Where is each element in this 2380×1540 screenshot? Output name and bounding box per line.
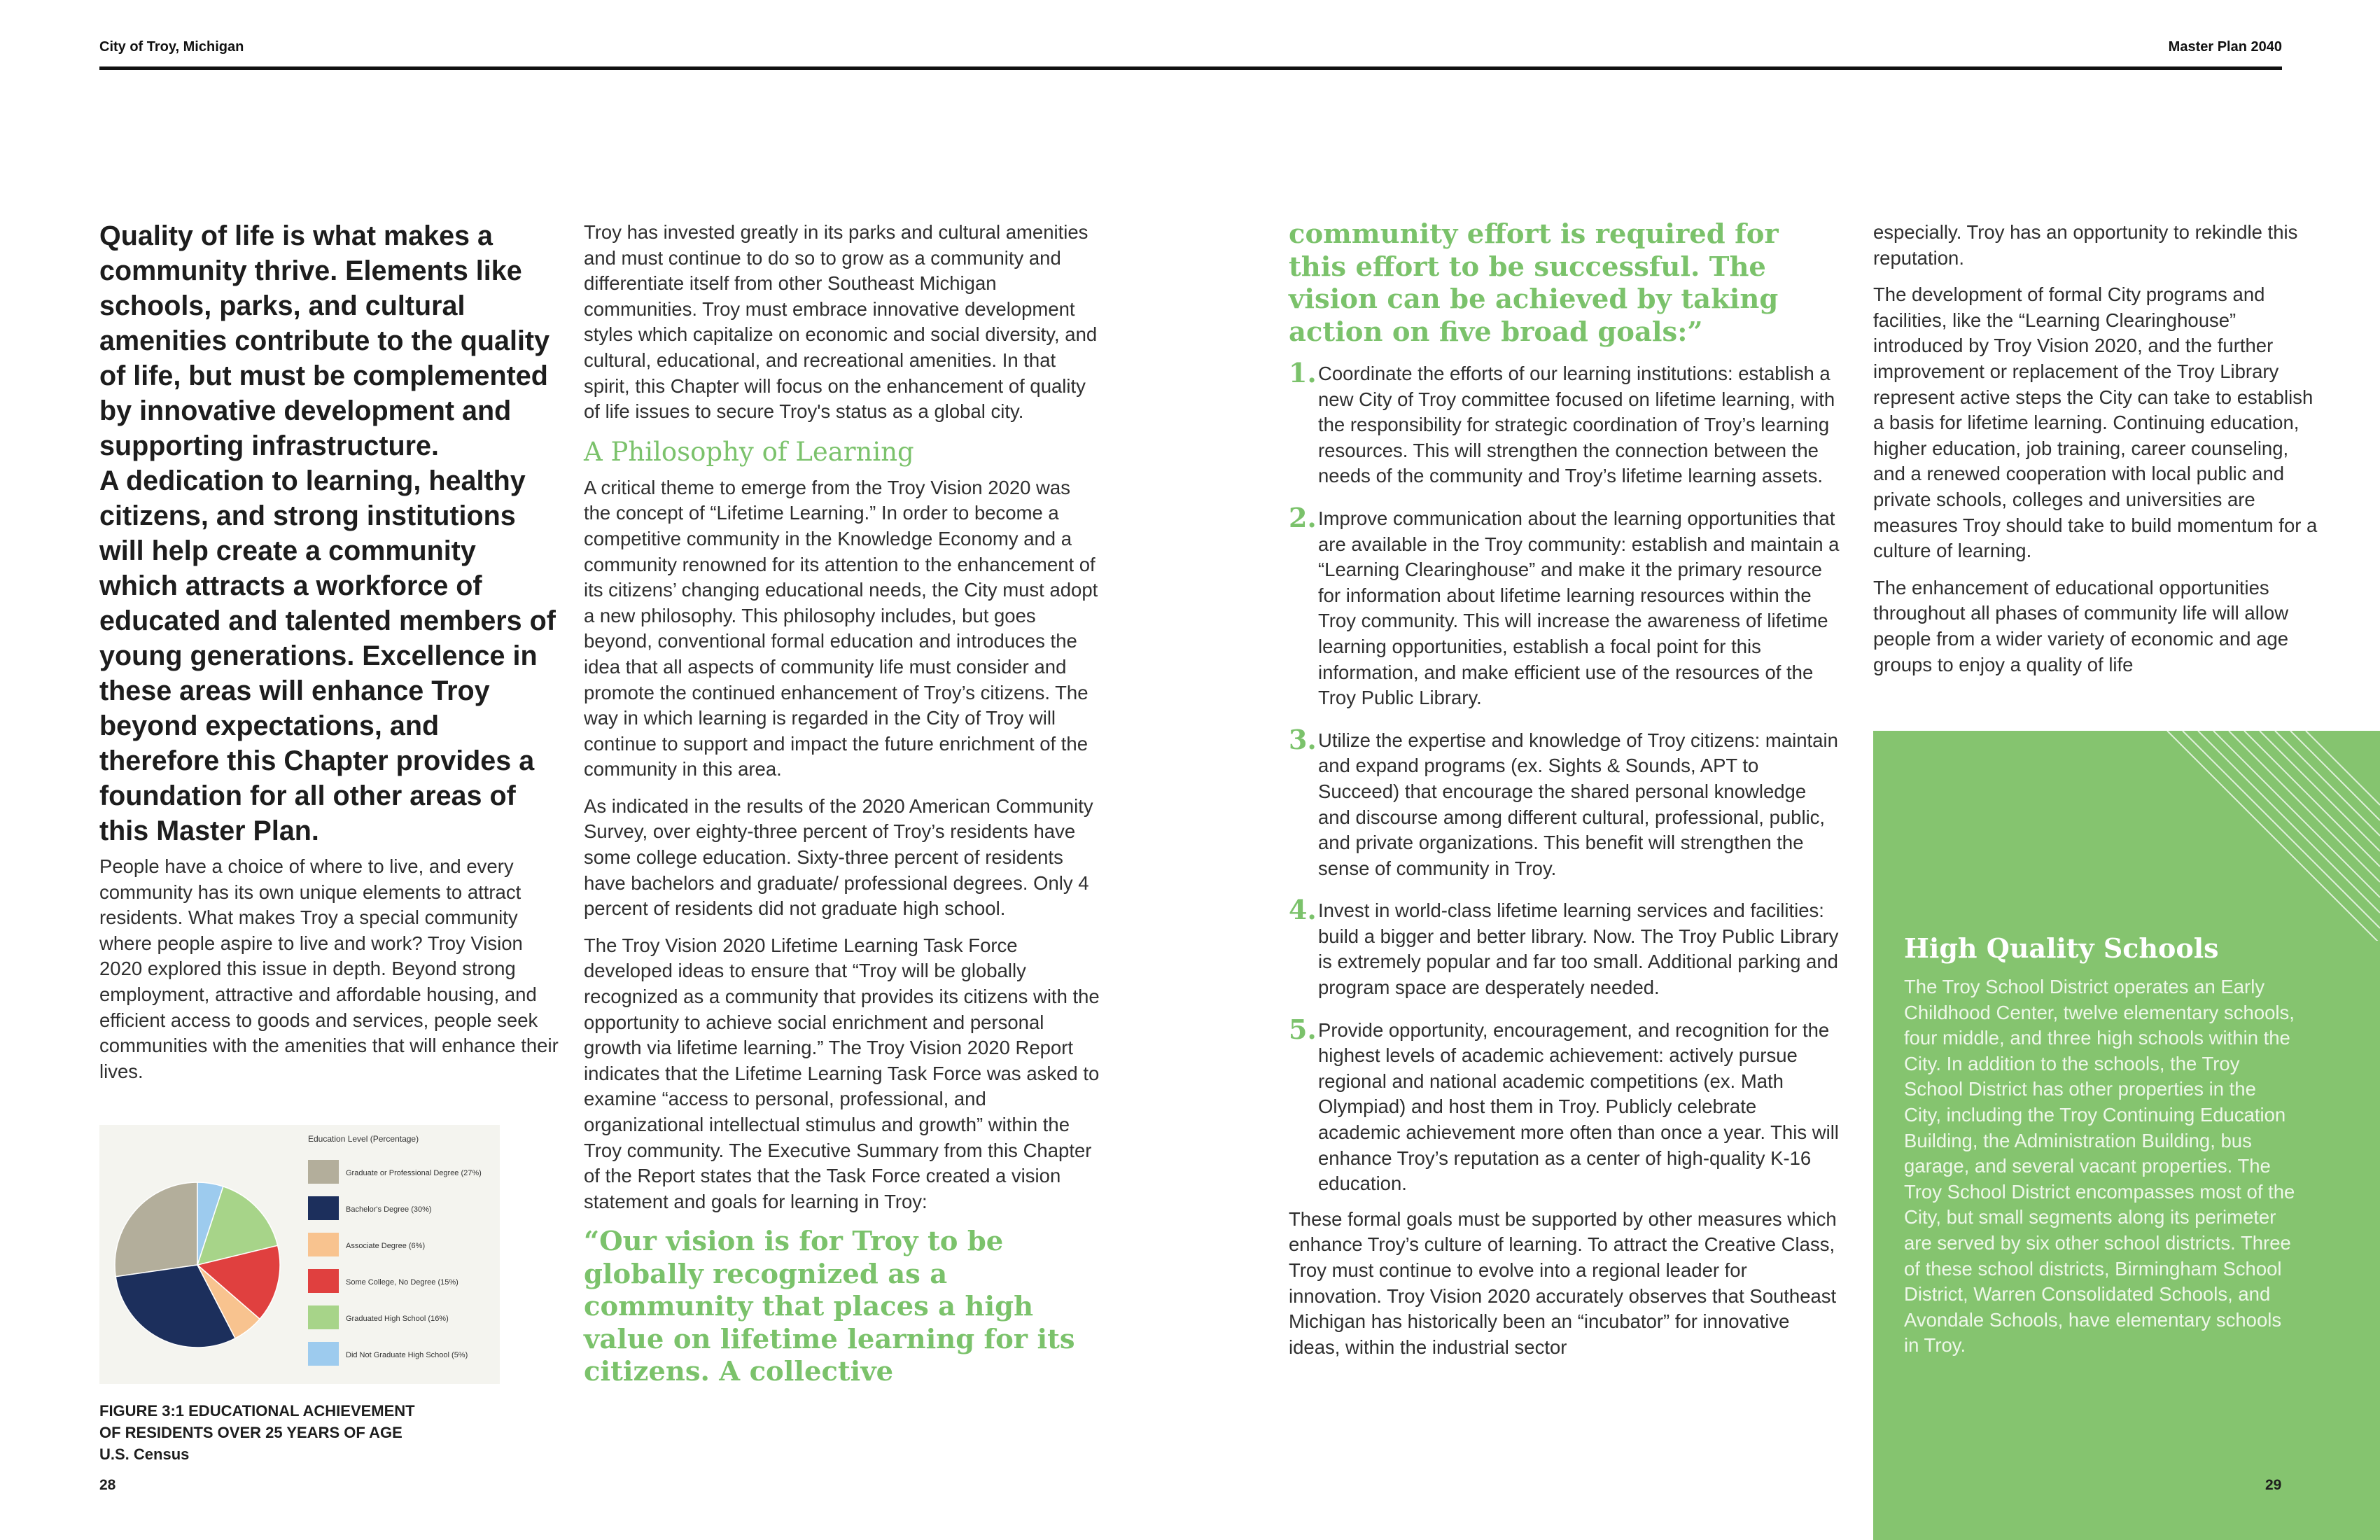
pie-slice xyxy=(115,1182,197,1277)
header-rule xyxy=(99,66,2282,70)
column-goals xyxy=(1289,218,1842,1371)
column-philosophy xyxy=(584,220,1102,1389)
learning-paragraph-2: The development of formal City programs and facilities, like the “Learning Clearinghouse” introduced by Troy Vision 2020, and the further improvement or replacement of the Troy Library represent active steps the City can take to establish a basis for lifetime learning. Continuing education, higher education, job training, career counseling, and a renewed cooperation with local public and private schools, colleges and universities are measures Troy should take to build momentum for a culture of learning. xyxy=(1873,284,2318,562)
goal-number: 1. xyxy=(1289,357,1317,388)
vision-quote: “Our vision is for Troy to be globally recognized as a community that places a high value on lifetime learning for its citizens. A collective xyxy=(584,1226,1075,1388)
legend-swatch xyxy=(308,1196,339,1220)
vision-quote-continued: community effort is required for this effort to be successful. The vision can be achieved by taking action on five broad goals:” xyxy=(1289,218,1779,348)
learning-paragraph-1: especially. Troy has an opportunity to rekindle this reputation. xyxy=(1873,221,2298,269)
goal-number: 3. xyxy=(1289,723,1317,755)
goal-number: 5. xyxy=(1289,1013,1317,1045)
education-pie-chart xyxy=(99,1125,500,1384)
header-plan-title: Master Plan 2040 xyxy=(2168,39,2282,55)
page-number-left: 28 xyxy=(99,1477,116,1493)
legend-swatch xyxy=(308,1342,339,1366)
goal-item xyxy=(1289,894,1842,1000)
intro-lead-1: Quality of life is what makes a community thrive. Elements like schools, parks, and cultural amenities contribute to the quality of life, but must be complemented by innovative development and supporting infrastructure. xyxy=(99,220,550,461)
sidebar-text: The Troy School District operates an Early Childhood Center, twelve elementary schools, four middle, and three high schools within the City. In addition to the schools, the Troy School District has other properties in the City, including the Troy Continuing Education Building, the Administration Building, bus garage, and several vacant properties. The Troy School District encompasses most of the City, but small segments along its perimeter are served by six other school districts. Three of these school districts, Birmingham School District, Warren Consolidated Schools, and Avondale Schools, have elementary schools in Troy. xyxy=(1904,976,2295,1357)
legend-label: Graduate or Professional Degree (27%) xyxy=(346,1169,482,1177)
legend-label: Graduated High School (16%) xyxy=(346,1315,449,1323)
page-number-right: 29 xyxy=(2265,1477,2282,1493)
philosophy-paragraph-1: A critical theme to emerge from the Troy Vision 2020 was the concept of “Lifetime Learning.” In order to become a competitive community in the Knowledge Economy and a community renowned for its attention to the enhancement of its citizens’ changing educational needs, the City must adopt a new philosophy. This philosophy includes, but goes beyond, conventional formal education and introduces the idea that all aspects of community life must consider and promote the continued enhancement of Troy’s citizens. The way in which learning is regarded in the City of Troy will continue to support and impact the future enrichment of the community in this area. xyxy=(584,476,1098,780)
figure-caption-line-2: OF RESIDENTS OVER 25 YEARS OF AGE xyxy=(99,1424,402,1441)
philosophy-paragraph-3: The Troy Vision 2020 Lifetime Learning Task Force developed ideas to ensure that “Troy will be globally recognized as a community that provides its citizens with the opportunity to achieve social enrichment and personal growth via lifetime learning.” The Troy Vision 2020 Report indicates that the Lifetime Learning Task Force was asked to examine “access to personal, professional, and organizational intellectual stimulus and growth” within the Troy community. The Executive Summary from this Chapter of the Report states that the Task Force created a vision statement and goals for learning in Troy: xyxy=(584,934,1100,1212)
sidebar-title: High Quality Schools xyxy=(1904,932,2219,964)
learning-paragraph-3: The enhancement of educational opportunities throughout all phases of community life will allow people from a wider variety of economic and age groups to enjoy a quality of life xyxy=(1873,576,2289,676)
intro-body: People have a choice of where to live, and every community has its own unique elements to attract residents. What makes Troy a special community where people aspire to live and work? Troy Vision 2020 explored this issue in depth. Beyond strong employment, attractive and affordable housing, and efficient access to goods and services, people seek communities with the amenities that will enhance their lives. xyxy=(99,855,559,1082)
intro-lead-2: A dedication to learning, healthy citizens, and strong institutions will help create a community which attracts a workforce of educated and talented members of young generations. Excellence in these areas will enhance Troy beyond expectations, and therefore this Chapter provides a foundation for all other areas of this Master Plan. xyxy=(99,465,556,846)
goal-item xyxy=(1289,723,1842,882)
figure-caption xyxy=(99,1400,491,1465)
legend-label: Associate Degree (6%) xyxy=(346,1242,426,1250)
goal-text: Utilize the expertise and knowledge of Troy citizens: maintain and expand programs (ex. Sights & Sounds, APT to Succeed) that encourage the shared personal knowledge and discourse among different cultural, professional, public, and private organizations. This benefit will strengthen the sense of community in Troy. xyxy=(1318,729,1838,879)
legend-title: Education Level (Percentage) xyxy=(308,1134,419,1144)
column-intro xyxy=(99,218,561,1096)
decorative-stripes xyxy=(1873,731,2380,941)
legend-swatch xyxy=(308,1269,339,1293)
goal-item xyxy=(1289,501,1842,711)
legend-swatch xyxy=(308,1233,339,1256)
column-learning-culture xyxy=(1873,220,2321,689)
header-document-title: City of Troy, Michigan xyxy=(99,39,244,55)
philosophy-paragraph-2: As indicated in the results of the 2020 American Community Survey, over eighty-three percent of Troy’s residents have some college education. Sixty-three percent of residents have bachelors and graduate/ professional degrees. Only 4 percent of residents did not graduate high school. xyxy=(584,794,1093,920)
goal-text: Improve communication about the learning opportunities that are available in the Troy community: establish and maintain a “Learning Clearinghouse” and make it the primary resource for information about lifetime learning resources within the Troy community. This will increase the awareness of lifetime learning opportunities, establish a focal point for this information, and make efficient use of the resources of the Troy Public Library. xyxy=(1318,507,1840,709)
goal-text: Invest in world-class lifetime learning services and facilities: build a bigger and better library. Now. The Troy Public Library is extremely popular and far too small. Additional parking and program space are desperately needed. xyxy=(1318,899,1839,999)
heading-philosophy: A Philosophy of Learning xyxy=(584,436,914,467)
education-figure xyxy=(99,1125,500,1384)
goals-list xyxy=(1289,357,1842,1197)
schools-sidebar xyxy=(1873,731,2380,1540)
legend-label: Bachelor's Degree (30%) xyxy=(346,1205,432,1214)
goal-text: Provide opportunity, encouragement, and recognition for the highest levels of academic achievement: actively pursue regional and national academic competitions (ex. Math Olympiad) and host them in Troy. Publicly celebrate academic achievement more often than once a year. This will enhance Troy’s reputation as a center of high-quality K-16 education. xyxy=(1318,1018,1839,1195)
goal-number: 4. xyxy=(1289,894,1317,926)
figure-caption-line-1: FIGURE 3:1 EDUCATIONAL ACHIEVEMENT xyxy=(99,1402,415,1420)
legend-swatch xyxy=(308,1160,339,1184)
legend-label: Did Not Graduate High School (5%) xyxy=(346,1351,468,1359)
goal-text: Coordinate the efforts of our learning institutions: establish a new City of Troy committee focused on lifetime learning, with the responsibility for strategic coordination of Troy’s learning resources. This will strengthen the connection between the needs of the community and Troy’s lifetime learning assets. xyxy=(1318,363,1835,487)
figure-caption-source: U.S. Census xyxy=(99,1446,190,1463)
goal-item xyxy=(1289,1013,1842,1197)
goal-number: 2. xyxy=(1289,501,1317,533)
philosophy-intro: Troy has invested greatly in its parks and cultural amenities and must continue to do so to grow as a community and differentiate itself from other Southeast Michigan communities. Troy must embrace innovative development styles which capitalize on economic and social diversity, and cultural, educational, and recreational amenities. In that spirit, this Chapter will focus on the enhancement of quality of life issues to secure Troy's status as a global city. xyxy=(584,221,1098,423)
legend-label: Some College, No Degree (15%) xyxy=(346,1278,458,1287)
legend-swatch xyxy=(308,1306,339,1329)
goal-item xyxy=(1289,357,1842,489)
goals-closing: These formal goals must be supported by other measures which enhance Troy’s culture of learning. To attract the Creative Class, Troy must continue to evolve into a regional leader for innovation. Troy Vision 2020 accurately observes that Southeast Michigan has historically been an “incubator” for innovative ideas, within the industrial sector xyxy=(1289,1208,1837,1358)
